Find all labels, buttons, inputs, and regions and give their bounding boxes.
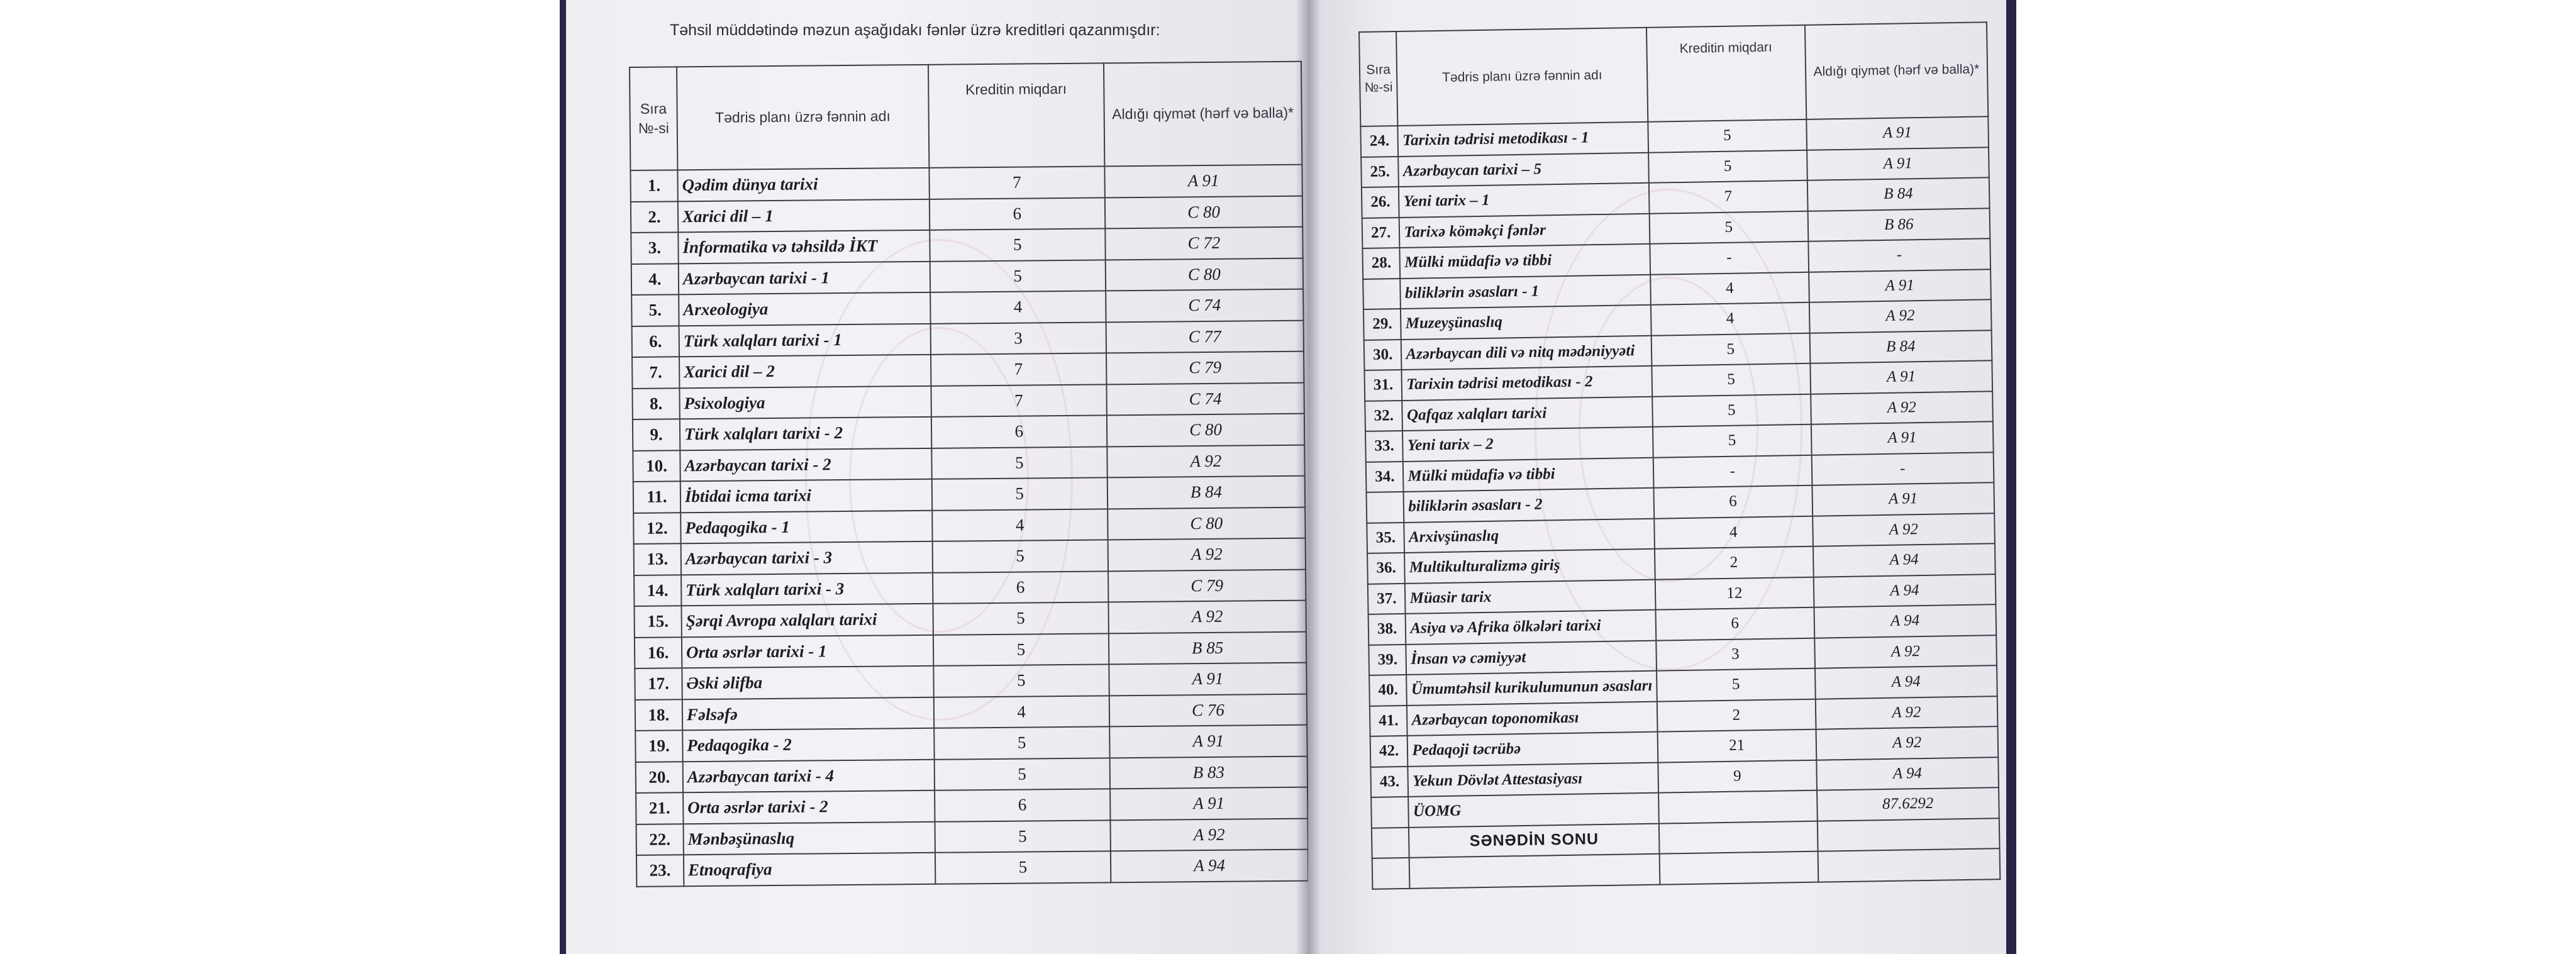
row-subject: Pedaqoji təcrübə (1407, 732, 1658, 767)
row-subject: Xarici dil – 2 (679, 355, 931, 388)
row-number: 15. (634, 606, 681, 637)
row-subject: Orta əsrlər tarixi - 1 (682, 635, 933, 668)
row-credits: 6 (935, 789, 1111, 821)
row-credits: 12 (1655, 577, 1814, 609)
row-number: 17. (635, 668, 682, 699)
row-subject: Fəlsəfə (682, 697, 934, 730)
row-number: 9. (633, 419, 680, 450)
row-subject: Şərqi Avropa xalqları tarixi (681, 604, 933, 637)
row-number: 20. (636, 762, 683, 793)
row-number: 32. (1365, 400, 1402, 431)
row-number: 37. (1368, 583, 1406, 614)
row-grade: A 91 (1109, 725, 1307, 758)
row-credits: - (1650, 241, 1808, 274)
row-grade: A 92 (1108, 601, 1306, 633)
row-credits: 5 (931, 446, 1108, 479)
row-grade: - (1811, 452, 1994, 485)
header-number: Sıra №-si (630, 67, 677, 170)
row-subject: Pedaqogika - 1 (680, 510, 932, 543)
row-credits: 5 (932, 540, 1108, 572)
row-subject: Azərbaycan tarixi - 2 (680, 448, 931, 481)
row-number: 7. (632, 357, 679, 388)
row-credits: 5 (933, 664, 1109, 697)
document-photo (560, 0, 2016, 954)
row-subject: Azərbaycan toponomikası (1407, 701, 1657, 736)
right-page (1308, 0, 2006, 954)
row-number: 21. (636, 792, 683, 824)
row-credits: 4 (932, 509, 1108, 541)
row-number: 40. (1369, 675, 1407, 706)
header-subject: Tədris planı üzrə fənnin adı (677, 65, 929, 170)
row-number: 18. (635, 699, 682, 731)
row-grade: C 74 (1106, 382, 1304, 415)
row-number: 6. (632, 326, 679, 357)
row-number: 43. (1370, 766, 1408, 797)
row-grade: A 91 (1109, 663, 1307, 696)
row-grade: A 92 (1811, 391, 1993, 424)
row-credits: 6 (929, 197, 1105, 230)
row-number: 28. (1362, 248, 1400, 279)
row-subject: biliklərin əsasları - 1 (1401, 274, 1651, 309)
row-credits: - (1653, 455, 1812, 487)
row-credits: 4 (1650, 272, 1809, 304)
table-header-row (630, 62, 1302, 170)
header-number: Sıra №-si (1359, 31, 1398, 126)
row-credits: 5 (1657, 668, 1815, 701)
row-credits: 6 (1655, 607, 1814, 640)
row-credits: 5 (930, 260, 1106, 292)
row-credits: 5 (1652, 333, 1810, 365)
row-grade: 87.6292 (1817, 787, 1999, 821)
row-number: 14. (634, 575, 681, 606)
row-subject: Orta əsrlər tarixi - 2 (683, 790, 935, 824)
row-credits: 5 (1652, 363, 1810, 396)
row-number: 31. (1364, 370, 1402, 401)
row-number (1371, 797, 1409, 828)
row-credits: 5 (931, 477, 1108, 510)
row-credits: 5 (1652, 394, 1811, 426)
row-number: 38. (1368, 614, 1406, 645)
row-number: 36. (1367, 553, 1405, 584)
row-number: 34. (1366, 461, 1404, 492)
row-number: 27. (1362, 218, 1400, 248)
row-credits: 7 (1649, 180, 1807, 213)
header-credits: Kreditin miqdarı (928, 63, 1105, 167)
header-credits: Kreditin miqdarı (1646, 25, 1806, 122)
row-subject: Muzeyşünaslıq (1401, 305, 1651, 340)
row-grade: C 77 (1106, 320, 1304, 353)
row-grade: C 79 (1108, 569, 1306, 602)
row-subject: Türk xalqları tarixi - 2 (680, 417, 931, 450)
row-subject: Azərbaycan tarixi - 1 (679, 261, 930, 294)
intro-text: Təhsil müddətində məzun aşağıdakı fənlər üzrə kreditləri qazanmışdır: (670, 21, 1160, 39)
row-grade: A 92 (1809, 299, 1991, 333)
row-grade: B 86 (1807, 208, 1990, 241)
row-credits: 5 (934, 726, 1110, 759)
row-grade: A 91 (1110, 787, 1308, 820)
row-subject: Azərbaycan tarixi – 5 (1399, 152, 1649, 187)
row-credits: 3 (930, 322, 1106, 355)
row-subject: İbtidai icma tarixi (680, 479, 932, 513)
row-credits: 4 (933, 696, 1109, 728)
row-credits: 21 (1657, 729, 1816, 762)
row-number: 33. (1365, 431, 1403, 462)
row-grade: A 92 (1814, 635, 1997, 668)
row-grade: B 84 (1807, 177, 1989, 211)
row-credits: 5 (933, 602, 1109, 635)
row-subject: biliklərin əsasları - 2 (1404, 488, 1654, 523)
row-grade: A 94 (1816, 757, 1999, 790)
row-grade: A 92 (1107, 445, 1305, 477)
row-number: 5. (631, 294, 679, 326)
row-subject: Yeni tarix – 2 (1402, 427, 1653, 462)
row-credits: 6 (933, 571, 1109, 604)
row-subject: Ümumtəhsil kurikulumunun əsasları (1407, 671, 1657, 706)
row-grade: A 92 (1108, 538, 1306, 571)
row-number: 26. (1362, 187, 1399, 218)
row-credits: 7 (931, 353, 1107, 385)
row-number: 10. (633, 450, 680, 482)
row-subject: İnsan və cəmiyyət (1406, 640, 1657, 675)
header-grade: Aldığı qiymət (hərf və balla)* (1804, 22, 1988, 119)
row-number: 30. (1364, 339, 1402, 370)
row-grade: - (1808, 238, 1990, 272)
row-credits: 6 (931, 415, 1108, 448)
row-number: 2. (631, 201, 678, 233)
row-grade: A 94 (1111, 850, 1308, 882)
row-grade: C 76 (1109, 694, 1307, 726)
row-grade: C 74 (1106, 289, 1304, 322)
document-end-label: SƏNƏDİN SONU (1409, 823, 1659, 858)
row-grade: A 91 (1806, 116, 1989, 150)
row-grade: B 83 (1110, 756, 1308, 789)
row-subject: Arxeologiya (679, 292, 930, 326)
row-subject: ÜOMG (1409, 793, 1659, 828)
row-number: 39. (1368, 644, 1406, 675)
row-number: 42. (1370, 736, 1408, 767)
row-subject: Mənbəşünaslıq (683, 821, 935, 855)
row-subject: Yeni tarix – 1 (1399, 183, 1649, 218)
row-subject: Qafqaz xalqları tarixi (1402, 396, 1653, 431)
row-subject: Azərbaycan tarixi - 4 (683, 759, 935, 792)
row-subject: Psixologiya (679, 385, 931, 419)
row-credits: 4 (1654, 516, 1813, 548)
row-credits: 5 (1648, 150, 1807, 182)
row-number: 24. (1360, 126, 1398, 157)
row-subject: Türk xalqları tarixi - 3 (681, 572, 933, 606)
row-grade: A 91 (1810, 360, 1992, 394)
row-number (1363, 279, 1401, 309)
row-number: 3. (631, 232, 678, 263)
row-credits: 7 (929, 166, 1105, 199)
row-subject: Mülki müdafiə və tibbi (1403, 457, 1653, 492)
grades-table-left (629, 61, 1308, 887)
row-credits: 3 (1656, 638, 1814, 670)
row-grade: A 92 (1813, 513, 1995, 546)
row-credits: 5 (935, 851, 1111, 884)
row-number: 19. (635, 730, 682, 762)
row-credits: 5 (935, 820, 1111, 853)
row-grade: A 91 (1812, 482, 1994, 516)
row-credits: 2 (1657, 699, 1816, 731)
row-grade: C 80 (1108, 507, 1306, 540)
row-number: 25. (1361, 157, 1399, 187)
row-subject: Azərbaycan tarixi - 3 (681, 541, 933, 575)
row-grade: A 92 (1816, 726, 1998, 760)
row-number: 35. (1367, 522, 1404, 553)
row-subject: Etnoqrafiya (684, 853, 935, 886)
table-row (636, 850, 1308, 887)
row-number: 13. (634, 543, 681, 575)
row-subject: Müasir tarix (1405, 579, 1655, 614)
row-subject: Mülki müdafiə və tibbi (1400, 244, 1650, 279)
header-subject: Tədris planı üzrə fənnin adı (1396, 28, 1648, 126)
row-grade: C 80 (1106, 258, 1304, 291)
row-number: 16. (635, 637, 682, 668)
row-credits: 5 (1648, 119, 1806, 152)
row-number: 12. (633, 513, 680, 544)
row-grade: C 79 (1106, 352, 1304, 384)
row-grade: C 72 (1105, 227, 1303, 260)
row-number: 29. (1363, 309, 1401, 340)
row-credits: 4 (1651, 302, 1809, 335)
row-number: 4. (631, 263, 679, 295)
row-credits: 5 (934, 758, 1110, 790)
row-subject: Multikulturalizmə giriş (1404, 549, 1655, 584)
row-grade: A 91 (1104, 165, 1302, 197)
table-header-row (1359, 22, 1988, 126)
row-subject: Asiya və Afrika ölkələri tarixi (1406, 610, 1656, 645)
row-grade: A 94 (1815, 665, 1997, 699)
row-grade: A 94 (1813, 543, 1996, 577)
row-subject: Türk xalqları tarixi - 1 (679, 323, 931, 357)
row-grade: A 92 (1815, 696, 1997, 729)
book-spine (1296, 0, 1321, 954)
row-number: 23. (636, 855, 684, 886)
row-credits: 6 (1653, 485, 1812, 518)
row-number (1367, 492, 1404, 523)
row-grade: A 91 (1807, 147, 1989, 180)
row-number: 41. (1370, 705, 1407, 736)
row-number: 8. (632, 388, 679, 419)
row-subject: Azərbaycan dili və nitq mədəniyyəti (1401, 335, 1652, 370)
row-grade: B 85 (1109, 631, 1307, 664)
row-subject: Yekun Dövlət Attestasiyası (1408, 762, 1658, 797)
row-subject: Xarici dil – 1 (678, 199, 930, 232)
grades-table-right (1358, 21, 2001, 889)
row-grade: B 84 (1809, 330, 1992, 363)
row-subject: Qədim dünya tarixi (677, 168, 929, 201)
row-subject: Əski əlifba (682, 666, 933, 699)
row-grade: C 80 (1107, 414, 1305, 446)
row-credits: 5 (933, 633, 1109, 666)
row-subject: İnformatika və təhsildə İKT (678, 230, 930, 263)
row-grade: A 94 (1814, 604, 1996, 638)
row-grade: A 91 (1811, 421, 1993, 455)
row-grade: A 91 (1809, 269, 1991, 302)
row-subject: Pedaqogika - 2 (682, 728, 934, 762)
row-grade: A 92 (1110, 818, 1308, 851)
row-credits: 5 (930, 228, 1106, 261)
row-subject: Tarixin tədrisi metodikası - 1 (1398, 122, 1648, 157)
row-number: 1. (630, 170, 677, 201)
row-number: 22. (636, 824, 684, 855)
row-subject: Tarixə köməkçi fənlər (1399, 213, 1650, 248)
row-subject: Tarixin tədrisi metodikası - 2 (1402, 366, 1652, 401)
row-grade: C 80 (1105, 196, 1303, 228)
row-credits: 7 (931, 384, 1107, 417)
row-credits: 2 (1655, 546, 1813, 579)
row-credits: 9 (1658, 760, 1816, 792)
header-grade: Aldığı qiymət (hərf və balla)* (1104, 62, 1302, 167)
row-credits: 4 (930, 291, 1106, 323)
row-number: 11. (633, 481, 680, 513)
row-credits: 5 (1653, 424, 1811, 457)
row-subject: Arxivşünaslıq (1404, 518, 1655, 553)
row-credits (1658, 790, 1817, 823)
row-credits: 5 (1650, 211, 1808, 243)
left-page (566, 0, 1308, 954)
row-grade: B 84 (1108, 476, 1306, 509)
row-grade: A 94 (1813, 574, 1996, 607)
